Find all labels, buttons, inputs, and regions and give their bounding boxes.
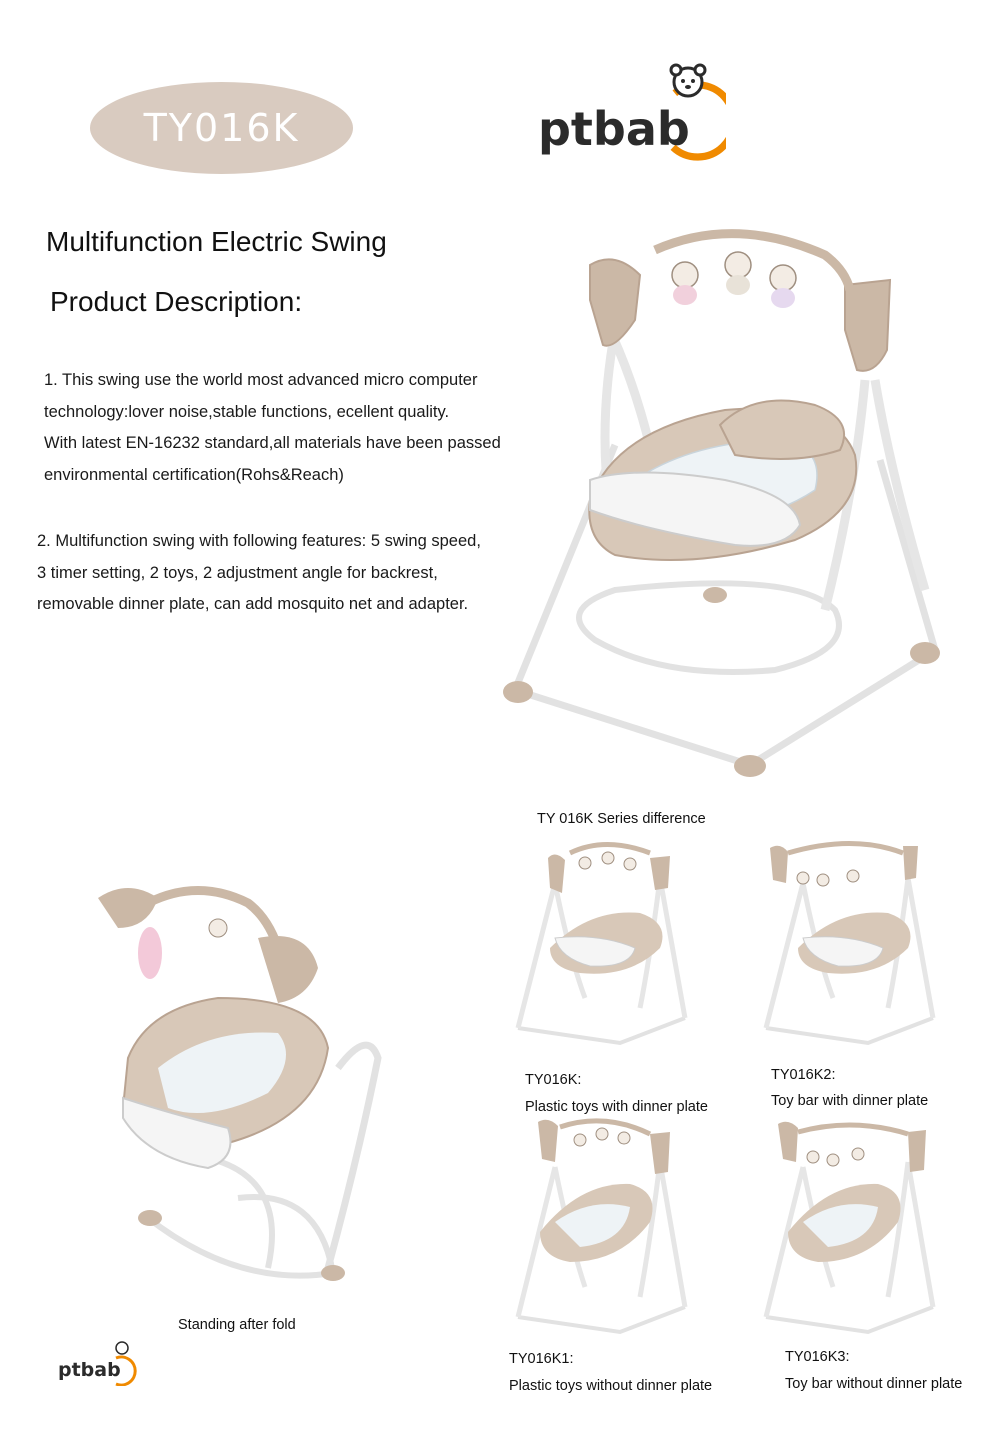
variant-desc-ty016k1: Plastic toys without dinner plate [509, 1378, 713, 1394]
brand-logo [536, 60, 726, 170]
variant-model-ty016k2: TY016K2: [771, 1067, 836, 1083]
description-point-2 [37, 526, 557, 621]
variant-model-ty016k: TY016K: [525, 1072, 582, 1088]
variant-image-ty016k2 [758, 838, 948, 1048]
description-line: removable dinner plate, can add mosquito net and adapter. [37, 595, 469, 613]
variant-model-ty016k1: TY016K1: [509, 1351, 574, 1367]
variant-image-ty016k3 [758, 1112, 948, 1337]
description-line: technology:lover noise,stable functions, ecellent quality. [44, 402, 450, 421]
model-badge-text: TY016K [143, 106, 300, 150]
description-line: environmental certification(Rohs&Reach) [44, 465, 344, 484]
brand-logo-text: ptbab [538, 102, 690, 156]
model-badge [90, 82, 353, 174]
folded-swing-image [88, 858, 388, 1298]
series-heading: TY 016K Series difference [537, 811, 706, 827]
main-product-image [495, 210, 965, 790]
footer-brand-logo-text: ptbab [58, 1359, 121, 1381]
variant-desc-ty016k3: Toy bar without dinner plate [785, 1376, 963, 1392]
description-line: 3 timer setting, 2 toys, 2 adjustment angle for backrest, [37, 563, 438, 582]
footer-brand-logo [58, 1340, 138, 1386]
variant-desc-ty016k2: Toy bar with dinner plate [771, 1093, 929, 1109]
description-line: 2. Multifunction swing with following features: 5 swing speed, [37, 532, 481, 550]
fold-caption: Standing after fold [178, 1317, 296, 1333]
description-line: With latest EN-16232 standard,all materials have been passed [44, 434, 501, 452]
description-point-1 [44, 365, 564, 491]
description-line: 1. This swing use the world most advanced micro computer [44, 371, 478, 389]
variant-image-ty016k [510, 838, 700, 1048]
variant-desc-ty016k: Plastic toys with dinner plate [525, 1099, 708, 1115]
section-heading: Product Description: [50, 286, 303, 317]
variant-image-ty016k1 [510, 1112, 700, 1337]
variant-model-ty016k3: TY016K3: [785, 1349, 850, 1365]
page-title: Multifunction Electric Swing [46, 226, 387, 257]
